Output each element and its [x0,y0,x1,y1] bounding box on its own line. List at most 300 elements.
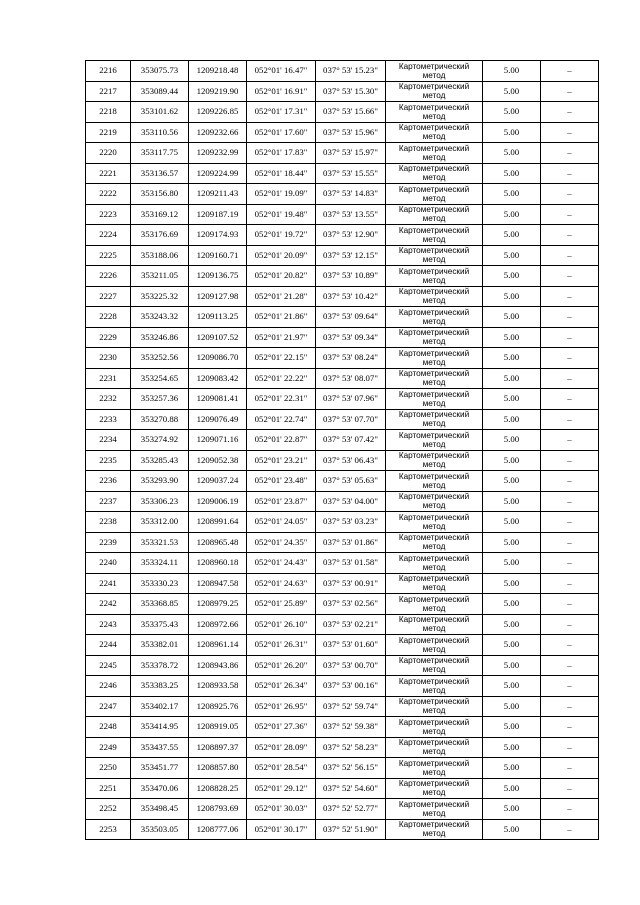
latitude-cell: 052°01' 26.34" [247,676,316,697]
latitude-cell: 052°01' 17.83" [247,143,316,164]
x-coordinate-cell: 353075.73 [131,61,189,82]
y-coordinate-cell: 1209052.38 [189,450,247,471]
x-coordinate-cell: 353252.56 [131,348,189,369]
method-cell [386,245,483,266]
latitude-cell: 052°01' 23.87" [247,491,316,512]
point-number-cell: 2218 [86,102,131,123]
longitude-cell: 037° 52' 54.60" [316,778,386,799]
precision-cell: 5.00 [483,635,541,656]
point-number-cell: 2219 [86,122,131,143]
table-row [86,102,599,123]
precision-cell: 5.00 [483,491,541,512]
note-cell: – [541,573,599,594]
x-coordinate-cell: 353246.86 [131,327,189,348]
precision-cell: 5.00 [483,163,541,184]
precision-cell: 5.00 [483,389,541,410]
method-text-line: Картометрический [398,369,470,379]
method-text-line: метод [422,829,446,839]
longitude-cell: 037° 53' 12.15" [316,245,386,266]
method-text-line: метод [422,316,446,326]
method-cell [386,512,483,533]
latitude-cell: 052°01' 20.82" [247,266,316,287]
longitude-cell: 037° 53' 13.55" [316,204,386,225]
method-text-line: метод [422,583,446,593]
method-text-line: метод [422,378,446,388]
method-cell [386,553,483,574]
x-coordinate-cell: 353254.65 [131,368,189,389]
x-coordinate-cell: 353293.90 [131,471,189,492]
method-text-line: Картометрический [398,471,470,481]
method-text-line: метод [422,70,446,80]
x-coordinate-cell: 353274.92 [131,430,189,451]
table-row [86,348,599,369]
method-cell [386,532,483,553]
note-cell: – [541,184,599,205]
precision-cell: 5.00 [483,348,541,369]
precision-cell: 5.00 [483,450,541,471]
method-text-line: метод [422,337,446,347]
point-number-cell: 2237 [86,491,131,512]
precision-cell: 5.00 [483,717,541,738]
latitude-cell: 052°01' 17.60" [247,122,316,143]
note-cell: – [541,143,599,164]
table-row [86,266,599,287]
point-number-cell: 2223 [86,204,131,225]
point-number-cell: 2252 [86,799,131,820]
method-cell [386,614,483,635]
x-coordinate-cell: 353330.23 [131,573,189,594]
latitude-cell: 052°01' 21.86" [247,307,316,328]
point-number-cell: 2226 [86,266,131,287]
y-coordinate-cell: 1208947.58 [189,573,247,594]
method-text-line: метод [422,91,446,101]
note-cell: – [541,696,599,717]
y-coordinate-cell: 1208960.18 [189,553,247,574]
longitude-cell: 037° 52' 56.15" [316,758,386,779]
precision-cell: 5.00 [483,758,541,779]
method-text-line: Картометрический [398,656,470,666]
note-cell: – [541,471,599,492]
longitude-cell: 037° 53' 00.70" [316,655,386,676]
method-text-line: Картометрический [398,389,470,399]
table-row [86,225,599,246]
method-cell [386,163,483,184]
point-number-cell: 2236 [86,471,131,492]
note-cell: – [541,635,599,656]
method-text-line: метод [422,685,446,695]
latitude-cell: 052°01' 22.22" [247,368,316,389]
method-cell [386,286,483,307]
note-cell: – [541,368,599,389]
method-text-line: Картометрический [398,246,470,256]
method-text-line: метод [422,460,446,470]
latitude-cell: 052°01' 27.36" [247,717,316,738]
longitude-cell: 037° 53' 14.83" [316,184,386,205]
method-text-line: Картометрический [398,348,470,358]
method-text-line: Картометрический [398,82,470,92]
x-coordinate-cell: 353136.57 [131,163,189,184]
y-coordinate-cell: 1209224.99 [189,163,247,184]
precision-cell: 5.00 [483,696,541,717]
latitude-cell: 052°01' 24.63" [247,573,316,594]
point-number-cell: 2221 [86,163,131,184]
y-coordinate-cell: 1208777.06 [189,819,247,840]
y-coordinate-cell: 1208793.69 [189,799,247,820]
longitude-cell: 037° 52' 59.38" [316,717,386,738]
y-coordinate-cell: 1209086.70 [189,348,247,369]
note-cell: – [541,266,599,287]
longitude-cell: 037° 52' 52.77" [316,799,386,820]
point-number-cell: 2234 [86,430,131,451]
x-coordinate-cell: 353156.80 [131,184,189,205]
longitude-cell: 037° 53' 15.97" [316,143,386,164]
table-row [86,717,599,738]
longitude-cell: 037° 53' 15.96" [316,122,386,143]
note-cell: – [541,327,599,348]
precision-cell: 5.00 [483,676,541,697]
x-coordinate-cell: 353188.06 [131,245,189,266]
method-text-line: метод [422,603,446,613]
precision-cell: 5.00 [483,655,541,676]
method-cell [386,450,483,471]
point-number-cell: 2216 [86,61,131,82]
method-cell [386,471,483,492]
longitude-cell: 037° 53' 01.58" [316,553,386,574]
point-number-cell: 2247 [86,696,131,717]
point-number-cell: 2217 [86,81,131,102]
method-text-line: метод [422,419,446,429]
note-cell: – [541,245,599,266]
note-cell: – [541,307,599,328]
method-text-line: Картометрический [398,738,470,748]
x-coordinate-cell: 353117.75 [131,143,189,164]
note-cell: – [541,737,599,758]
y-coordinate-cell: 1208919.05 [189,717,247,738]
method-text-line: Картометрический [398,758,470,768]
method-text-line: метод [422,706,446,716]
method-cell [386,327,483,348]
latitude-cell: 052°01' 19.09" [247,184,316,205]
method-cell [386,778,483,799]
method-cell [386,184,483,205]
method-cell [386,696,483,717]
precision-cell: 5.00 [483,122,541,143]
point-number-cell: 2243 [86,614,131,635]
table-row [86,799,599,820]
method-text-line: Картометрический [398,820,470,830]
longitude-cell: 037° 53' 01.60" [316,635,386,656]
latitude-cell: 052°01' 24.05" [247,512,316,533]
note-cell: – [541,409,599,430]
x-coordinate-cell: 353402.17 [131,696,189,717]
latitude-cell: 052°01' 26.10" [247,614,316,635]
x-coordinate-cell: 353176.69 [131,225,189,246]
longitude-cell: 037° 53' 15.23" [316,61,386,82]
method-cell [386,491,483,512]
longitude-cell: 037° 53' 07.96" [316,389,386,410]
note-cell: – [541,450,599,471]
point-number-cell: 2244 [86,635,131,656]
latitude-cell: 052°01' 24.35" [247,532,316,553]
point-number-cell: 2222 [86,184,131,205]
note-cell: – [541,122,599,143]
method-cell [386,430,483,451]
x-coordinate-cell: 353243.32 [131,307,189,328]
y-coordinate-cell: 1209037.24 [189,471,247,492]
point-number-cell: 2242 [86,594,131,615]
method-text-line: метод [422,501,446,511]
table-row [86,532,599,553]
note-cell: – [541,430,599,451]
method-cell [386,594,483,615]
longitude-cell: 037° 53' 06.43" [316,450,386,471]
x-coordinate-cell: 353285.43 [131,450,189,471]
longitude-cell: 037° 53' 01.86" [316,532,386,553]
method-text-line: Картометрический [398,799,470,809]
point-number-cell: 2224 [86,225,131,246]
method-text-line: Картометрический [398,779,470,789]
latitude-cell: 052°01' 18.44" [247,163,316,184]
table-row [86,758,599,779]
method-cell [386,81,483,102]
latitude-cell: 052°01' 26.20" [247,655,316,676]
table-row [86,204,599,225]
latitude-cell: 052°01' 20.09" [247,245,316,266]
latitude-cell: 052°01' 30.17" [247,819,316,840]
method-text-line: Картометрический [398,512,470,522]
method-cell [386,368,483,389]
longitude-cell: 037° 52' 59.74" [316,696,386,717]
longitude-cell: 037° 53' 02.21" [316,614,386,635]
method-cell [386,143,483,164]
precision-cell: 5.00 [483,409,541,430]
table-row [86,389,599,410]
x-coordinate-cell: 353312.00 [131,512,189,533]
y-coordinate-cell: 1209219.90 [189,81,247,102]
table-row [86,676,599,697]
table-row [86,163,599,184]
table-row [86,430,599,451]
method-text-line: Картометрический [398,697,470,707]
method-text-line: Картометрический [398,410,470,420]
y-coordinate-cell: 1208828.25 [189,778,247,799]
method-text-line: Картометрический [398,287,470,297]
y-coordinate-cell: 1209136.75 [189,266,247,287]
method-text-line: метод [422,644,446,654]
latitude-cell: 052°01' 19.48" [247,204,316,225]
precision-cell: 5.00 [483,266,541,287]
method-text-line: метод [422,542,446,552]
note-cell: – [541,676,599,697]
point-number-cell: 2245 [86,655,131,676]
method-cell [386,758,483,779]
precision-cell: 5.00 [483,573,541,594]
longitude-cell: 037° 53' 10.89" [316,266,386,287]
longitude-cell: 037° 53' 04.00" [316,491,386,512]
longitude-cell: 037° 53' 15.30" [316,81,386,102]
x-coordinate-cell: 353378.72 [131,655,189,676]
table-row [86,696,599,717]
latitude-cell: 052°01' 22.31" [247,389,316,410]
point-number-cell: 2233 [86,409,131,430]
point-number-cell: 2249 [86,737,131,758]
latitude-cell: 052°01' 16.47" [247,61,316,82]
note-cell: – [541,81,599,102]
method-cell [386,102,483,123]
method-text-line: метод [422,767,446,777]
method-text-line: метод [422,193,446,203]
method-cell [386,61,483,82]
table-row [86,286,599,307]
method-text-line: метод [422,173,446,183]
table-row [86,819,599,840]
y-coordinate-cell: 1209160.71 [189,245,247,266]
longitude-cell: 037° 53' 02.56" [316,594,386,615]
table-row [86,655,599,676]
longitude-cell: 037° 53' 00.16" [316,676,386,697]
table-row [86,471,599,492]
y-coordinate-cell: 1209127.98 [189,286,247,307]
method-cell [386,676,483,697]
y-coordinate-cell: 1209071.16 [189,430,247,451]
method-cell [386,348,483,369]
y-coordinate-cell: 1209083.42 [189,368,247,389]
precision-cell: 5.00 [483,327,541,348]
x-coordinate-cell: 353414.95 [131,717,189,738]
note-cell: – [541,655,599,676]
method-text-line: Картометрический [398,266,470,276]
table-row [86,409,599,430]
method-cell [386,389,483,410]
y-coordinate-cell: 1208972.66 [189,614,247,635]
y-coordinate-cell: 1208943.86 [189,655,247,676]
longitude-cell: 037° 53' 05.63" [316,471,386,492]
y-coordinate-cell: 1208961.14 [189,635,247,656]
method-text-line: метод [422,234,446,244]
method-text-line: Картометрический [398,143,470,153]
table-row [86,778,599,799]
table-row [86,327,599,348]
method-text-line: метод [422,480,446,490]
table-row [86,573,599,594]
method-text-line: метод [422,296,446,306]
x-coordinate-cell: 353368.85 [131,594,189,615]
table-row [86,81,599,102]
longitude-cell: 037° 53' 03.23" [316,512,386,533]
method-text-line: Картометрический [398,102,470,112]
note-cell: – [541,758,599,779]
x-coordinate-cell: 353321.53 [131,532,189,553]
method-text-line: метод [422,255,446,265]
precision-cell: 5.00 [483,737,541,758]
note-cell: – [541,286,599,307]
longitude-cell: 037° 52' 51.90" [316,819,386,840]
note-cell: – [541,594,599,615]
note-cell: – [541,225,599,246]
y-coordinate-cell: 1209113.25 [189,307,247,328]
table-row [86,491,599,512]
method-text-line: метод [422,111,446,121]
x-coordinate-cell: 353503.05 [131,819,189,840]
point-number-cell: 2238 [86,512,131,533]
latitude-cell: 052°01' 23.21" [247,450,316,471]
y-coordinate-cell: 1209232.66 [189,122,247,143]
method-cell [386,266,483,287]
point-number-cell: 2229 [86,327,131,348]
table-row [86,143,599,164]
longitude-cell: 037° 53' 07.70" [316,409,386,430]
method-cell [386,307,483,328]
note-cell: – [541,61,599,82]
longitude-cell: 037° 53' 07.42" [316,430,386,451]
point-number-cell: 2235 [86,450,131,471]
y-coordinate-cell: 1209226.85 [189,102,247,123]
latitude-cell: 052°01' 21.28" [247,286,316,307]
note-cell: – [541,819,599,840]
note-cell: – [541,163,599,184]
longitude-cell: 037° 52' 58.23" [316,737,386,758]
point-number-cell: 2230 [86,348,131,369]
precision-cell: 5.00 [483,368,541,389]
method-text-line: метод [422,562,446,572]
latitude-cell: 052°01' 30.03" [247,799,316,820]
x-coordinate-cell: 353324.11 [131,553,189,574]
method-text-line: метод [422,152,446,162]
method-cell [386,204,483,225]
note-cell: – [541,553,599,574]
note-cell: – [541,204,599,225]
point-number-cell: 2232 [86,389,131,410]
note-cell: – [541,614,599,635]
latitude-cell: 052°01' 21.97" [247,327,316,348]
point-number-cell: 2231 [86,368,131,389]
method-text-line: Картометрический [398,307,470,317]
latitude-cell: 052°01' 28.54" [247,758,316,779]
longitude-cell: 037° 53' 09.34" [316,327,386,348]
table-row [86,737,599,758]
table-row [86,307,599,328]
y-coordinate-cell: 1209211.43 [189,184,247,205]
x-coordinate-cell: 353306.23 [131,491,189,512]
precision-cell: 5.00 [483,184,541,205]
point-number-cell: 2227 [86,286,131,307]
point-number-cell: 2239 [86,532,131,553]
note-cell: – [541,799,599,820]
method-cell [386,635,483,656]
y-coordinate-cell: 1209187.19 [189,204,247,225]
longitude-cell: 037° 53' 12.90" [316,225,386,246]
method-text-line: Картометрический [398,430,470,440]
precision-cell: 5.00 [483,286,541,307]
precision-cell: 5.00 [483,430,541,451]
method-text-line: Картометрический [398,328,470,338]
note-cell: – [541,102,599,123]
method-cell [386,409,483,430]
precision-cell: 5.00 [483,471,541,492]
precision-cell: 5.00 [483,225,541,246]
method-text-line: Картометрический [398,225,470,235]
y-coordinate-cell: 1208933.58 [189,676,247,697]
y-coordinate-cell: 1209076.49 [189,409,247,430]
x-coordinate-cell: 353382.01 [131,635,189,656]
precision-cell: 5.00 [483,204,541,225]
method-text-line: метод [422,357,446,367]
method-text-line: метод [422,398,446,408]
method-text-line: Картометрический [398,61,470,71]
latitude-cell: 052°01' 19.72" [247,225,316,246]
latitude-cell: 052°01' 22.87" [247,430,316,451]
method-cell [386,799,483,820]
